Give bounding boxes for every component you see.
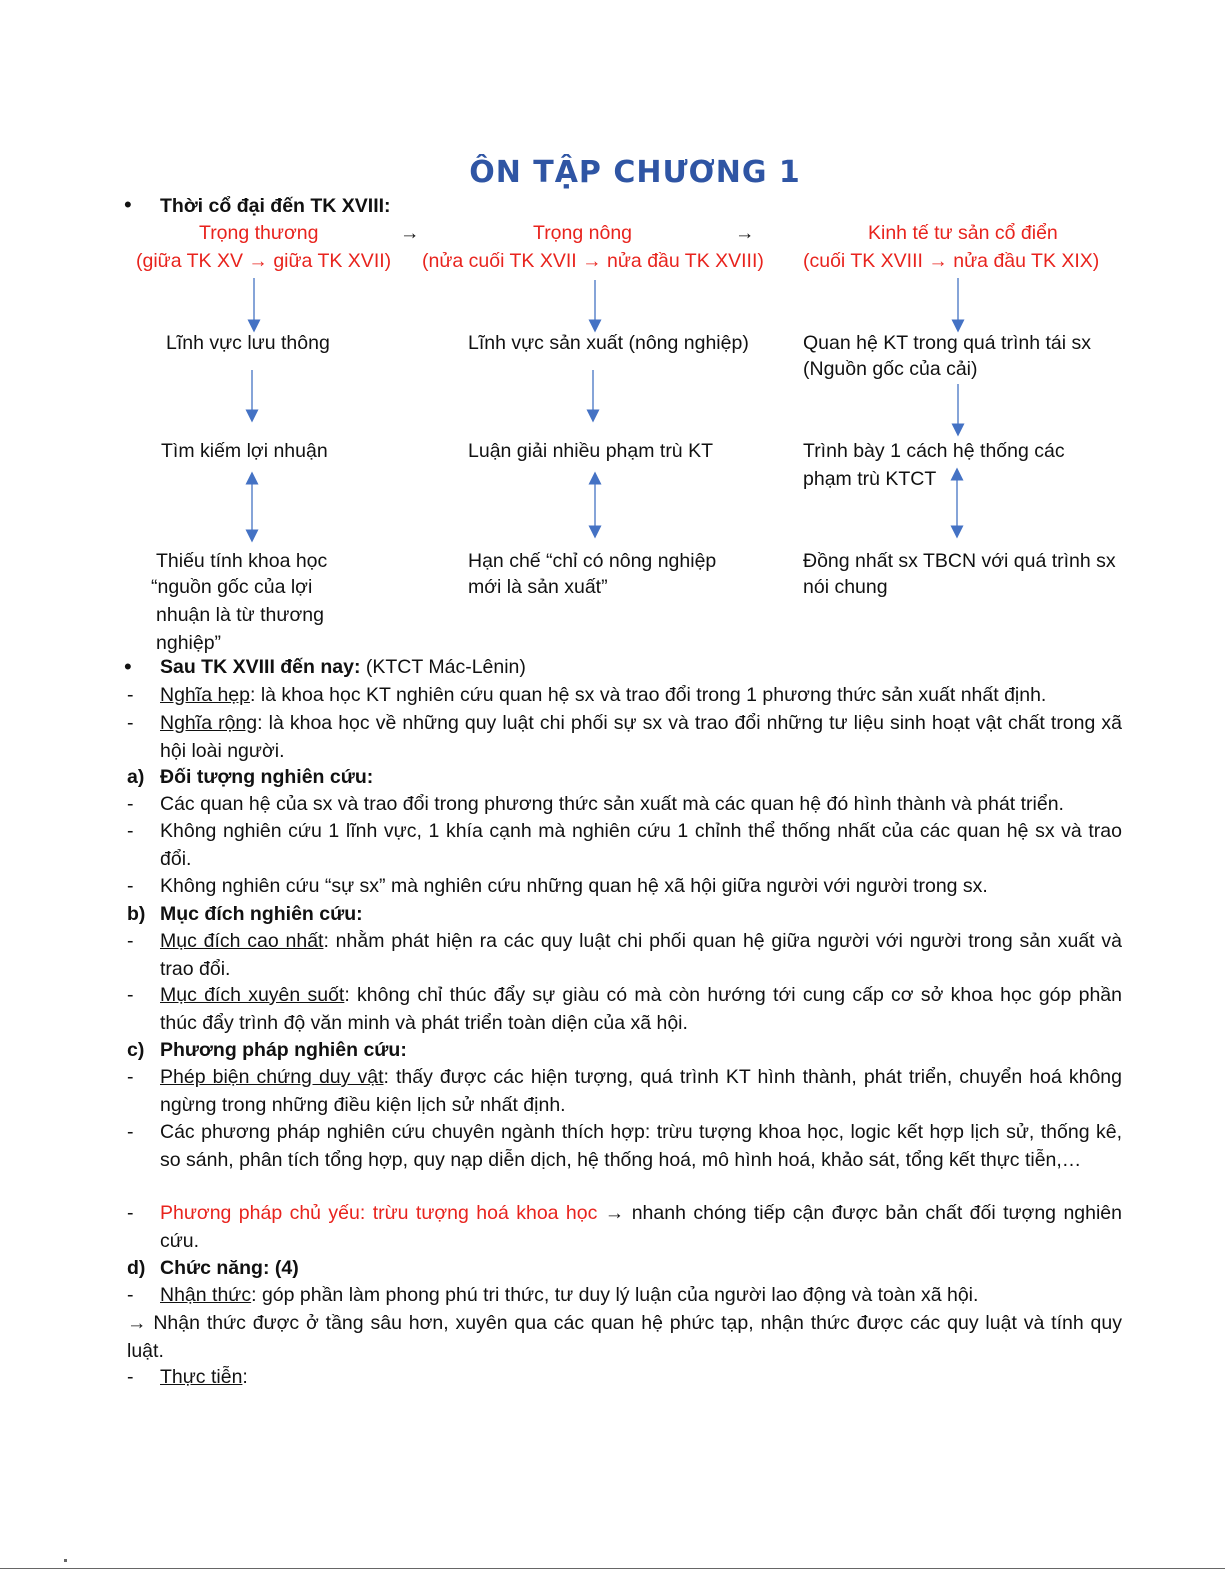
field-classical-line1: Quan hệ KT trong quá trình tái sx [803, 332, 1091, 354]
period-physiocracy: (nửa cuối TK XVII → nửa đầu TK XVIII) [422, 250, 764, 272]
school-physiocracy: Trọng nông [533, 222, 633, 244]
limit-physiocracy-line2: mới là sản xuất” [468, 576, 608, 598]
arrow-right-icon: → [127, 1312, 147, 1334]
page-mark [64, 1559, 67, 1562]
arrow-right-icon: → [928, 250, 948, 272]
limit-mercantilism-line2: “nguồn gốc của lợi [151, 576, 313, 598]
field-physiocracy: Lĩnh vực sản xuất (nông nghiệp) [468, 332, 749, 354]
goal-classical-line1: Trình bày 1 cách hệ thống các [803, 440, 1065, 462]
limit-mercantilism-line3: nhuận là từ thương [156, 604, 324, 626]
goal-physiocracy: Luận giải nhiều phạm trù KT [468, 440, 713, 462]
arrow-right-icon: → [582, 250, 602, 272]
period-mercantilism: (giữa TK XV → giữa TK XVII) [136, 250, 392, 272]
goal-classical-line2: phạm trù KTCT [803, 468, 937, 490]
section1-heading: Thời cổ đại đến TK XVIII: [160, 195, 391, 217]
page-title: ÔN TẬP CHƯƠNG 1 [469, 155, 801, 190]
limit-classical-line1: Đồng nhất sx TBCN với quá trình sx [803, 550, 1116, 572]
arrow-right-icon: → [400, 222, 420, 244]
section2-heading: Sau TK XVIII đến nay: [160, 656, 361, 678]
bullet: • [124, 654, 132, 679]
school-mercantilism: Trọng thương [199, 222, 319, 244]
diagram-arrows [0, 0, 1225, 660]
arrow-right-icon: → [248, 250, 268, 272]
field-classical-line2: (Nguồn gốc của cải) [803, 358, 978, 380]
period-classical: (cuối TK XVIII → nửa đầu TK XIX) [803, 250, 1100, 272]
limit-mercantilism-line4: nghiệp” [156, 632, 222, 654]
arrow-right-icon: → [604, 1202, 625, 1224]
limit-physiocracy-line1: Hạn chế “chỉ có nông nghiệp [468, 550, 717, 572]
arrow-right-icon: → [735, 222, 755, 244]
limit-mercantilism-line1: Thiếu tính khoa học [156, 550, 328, 572]
goal-mercantilism: Tìm kiếm lợi nhuận [161, 440, 328, 462]
school-classical: Kinh tế tư sản cổ điển [868, 222, 1058, 244]
field-mercantilism: Lĩnh vực lưu thông [166, 332, 330, 354]
bullet: • [124, 192, 132, 217]
page-divider [0, 1568, 1225, 1569]
limit-classical-line2: nói chung [803, 576, 888, 598]
